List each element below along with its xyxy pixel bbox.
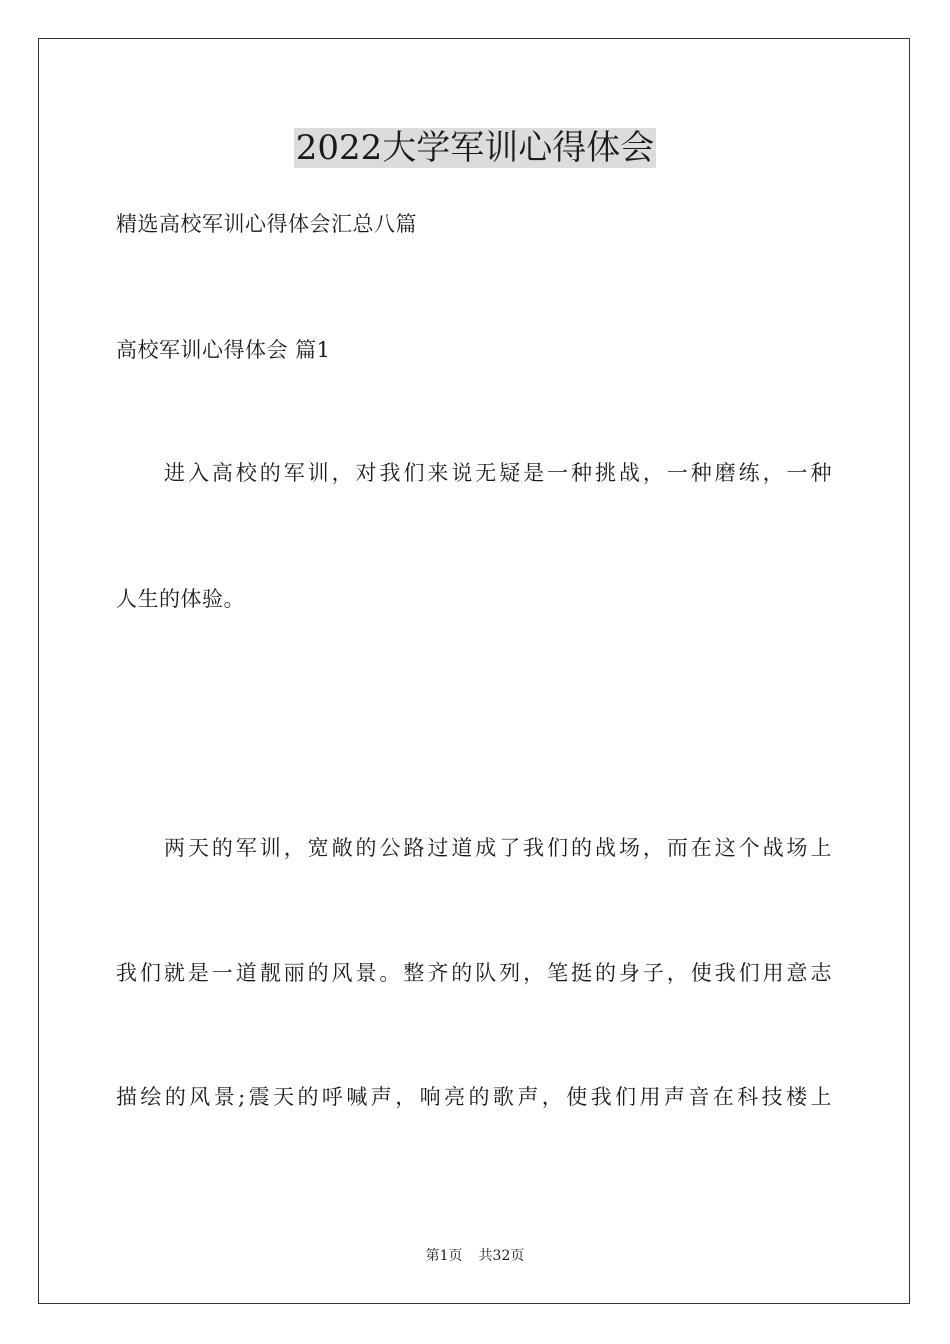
paragraph-line: 进入高校的军训，对我们来说无疑是一种挑战，一种磨练，一种 xyxy=(164,461,832,485)
document-subtitle: 精选高校军训心得体会汇总八篇 xyxy=(116,212,417,236)
paragraph-line: 人生的体验。 xyxy=(116,587,245,611)
section-heading: 高校军训心得体会 篇1 xyxy=(116,338,331,362)
paragraph-line: 两天的军训，宽敞的公路过道成了我们的战场，而在这个战场上 xyxy=(164,836,832,860)
paragraph-line: 我们就是一道靓丽的风景。整齐的队列，笔挺的身子，使我们用意志 xyxy=(116,961,832,985)
page-number-total: 共32页 xyxy=(478,1248,525,1264)
document-title-text: 2022大学军训心得体会 xyxy=(295,128,655,168)
page-footer xyxy=(0,1246,950,1266)
paragraph-line: 描绘的风景;震天的呼喊声，响亮的歌声，使我们用声音在科技楼上 xyxy=(116,1085,832,1109)
document-title xyxy=(0,126,950,170)
page-number-current: 第1页 xyxy=(425,1248,463,1264)
